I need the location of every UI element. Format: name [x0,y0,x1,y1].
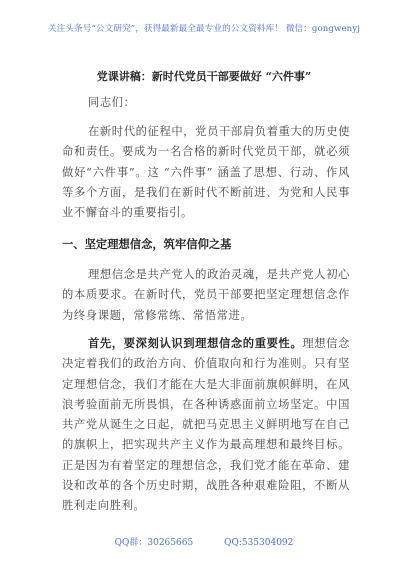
footer-qq: QQ:535304092 [224,538,294,548]
footer-qq-group: QQ群：30265665 [114,538,194,548]
document-title: 党课讲稿：新时代党员干部要做好 “六件事” [96,70,312,83]
salutation-text: 同志们： [87,96,136,109]
salutation [62,93,350,113]
header-notice: 关注头条号“公文研究”，获得最新最全最专业的公文资料库！ 微信：gongwenyj [47,24,361,34]
section-paragraph-2 [62,333,350,517]
paragraph-body: 理想信念决定着我们的政治方向、价值取向和行为准则。只有坚定理想信念，我们才能在大是大非面前旗帜鲜明，在风浪考验面前无所畏惧，在各种诱惑面前立场坚定。中国共产党从诞生之日起，就把马克思主义鲜明地写在自己的旗帜上，把实现共产主义作为最高理想和最终目标。正是因为有着坚定的理想信念，我们党才能在革命、建设和改革的各个历史时期，战胜各种艰难险阻，不断从胜利走向胜利。 [62,337,350,513]
section-heading: 一、坚定理想信念，筑牢信仰之基 [62,237,232,251]
paragraph-lead-bold: 首先，要深刻认识到理想信念的重要性。 [87,336,303,350]
footer [0,535,408,548]
section-paragraph-1: 理想信念是共产党人的政治灵魂，是共产党人初心的本质要求。在新时代，党员干部要把坚定理想信念作为终身课题，常修常练、常悟常进。 [62,268,350,322]
intro-paragraph: 在新时代的征程中，党员干部肩负着重大的历史使命和责任。要成为一名合格的新时代党员干部，就必须做好“六件事”。这 “六件事” 涵盖了思想、行动、作风等多个方面，是我们在新时代不断前进、为党和人民事业不懈奋斗的重要指引。 [62,125,350,220]
